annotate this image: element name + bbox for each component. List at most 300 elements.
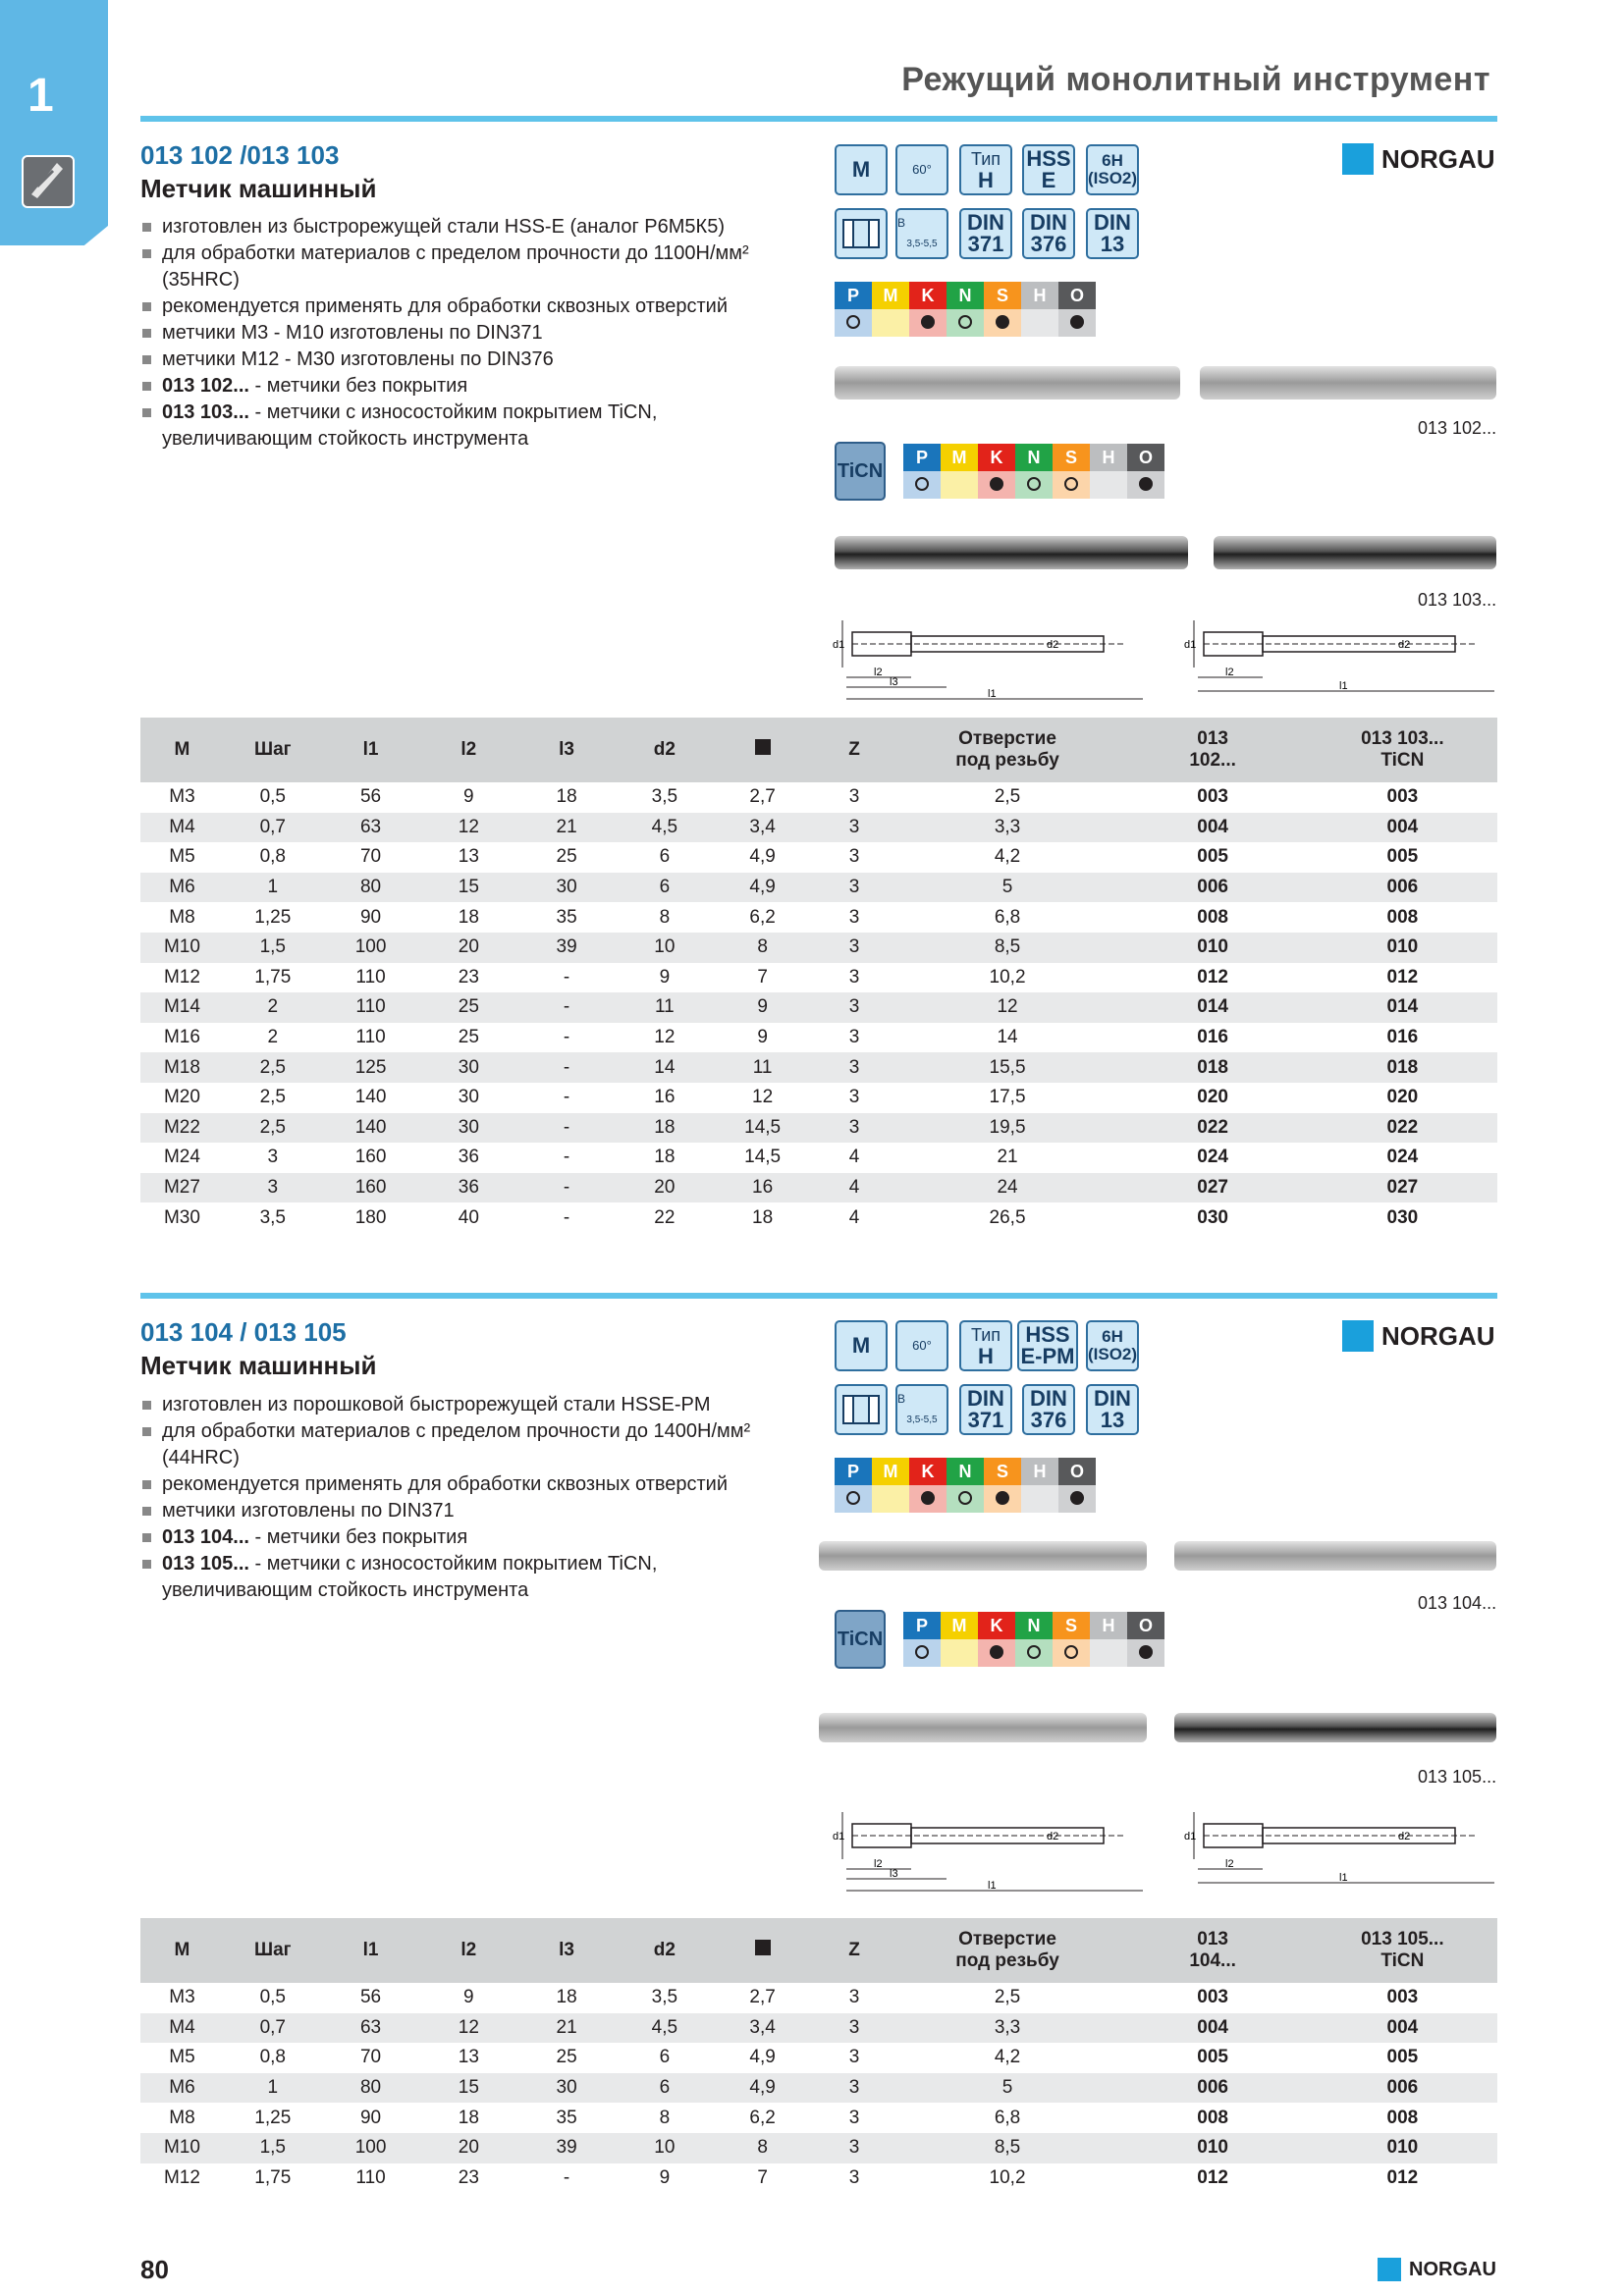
through-hole-icon [835, 1384, 888, 1435]
material-label-k: K [909, 282, 947, 309]
table-cell: 4 [848, 1147, 860, 1168]
image-caption: 013 105... [1418, 1767, 1497, 1787]
table-cell: M30 [163, 1206, 200, 1228]
column-header: d2 [616, 718, 714, 782]
feature-item: для обработки материалов с пределом прочности до 1400Н/мм² (44HRC) [140, 1418, 808, 1471]
table-cell: 70 [359, 846, 382, 868]
article-code-cell: 014 [1308, 992, 1497, 1023]
table-cell: 4,2 [994, 846, 1021, 868]
material-label-k: K [978, 444, 1015, 471]
table-cell: 3 [812, 2133, 897, 2163]
table-cell: 0,7 [224, 813, 322, 843]
table-header-row [140, 718, 1497, 782]
tap-image-uncoated [835, 366, 1180, 400]
article-code-cell: 024 [1197, 1147, 1228, 1168]
din-13-icon: DIN 13 [1086, 208, 1139, 259]
table-cell: 12 [752, 1087, 774, 1108]
table-row [140, 963, 1497, 993]
table-cell: 25 [556, 2047, 577, 2068]
cutting-tool-icon [22, 155, 75, 208]
table-cell: 10,2 [989, 2166, 1026, 2188]
table-cell: 18 [654, 1147, 676, 1168]
material-label-p: P [903, 444, 941, 471]
table-cell: M8 [169, 2107, 195, 2128]
column-header: Отверстие под резьбу [897, 718, 1118, 782]
table-cell: 6 [659, 2047, 671, 2068]
norgau-logo: NORGAU [1342, 143, 1495, 175]
table-cell: M4 [140, 2013, 224, 2044]
article-code-cell: 006 [1308, 873, 1497, 903]
table-cell: 4,5 [616, 813, 714, 843]
table-cell: 26,5 [989, 1206, 1026, 1228]
table-cell: 14 [997, 1027, 1018, 1048]
table-cell: 160 [354, 1147, 387, 1168]
table-cell: 9 [659, 966, 671, 988]
table-row [140, 2043, 1497, 2073]
suitable-dot-icon [846, 1491, 860, 1505]
material-hss-icon: HSS E-PM [1017, 1320, 1078, 1371]
table-cell: 3 [812, 2013, 897, 2044]
table-cell: 16 [714, 1173, 812, 1203]
table-cell: 14 [616, 1052, 714, 1083]
material-cell-m [941, 1639, 978, 1667]
table-cell: 18 [458, 2107, 479, 2128]
material-label-o: O [1058, 282, 1096, 309]
l1-label: l1 [1339, 680, 1348, 692]
table-cell: 18 [616, 1113, 714, 1144]
table-cell: 3 [812, 1052, 897, 1083]
table-cell: 7 [757, 966, 768, 988]
column-header: d2 [616, 1918, 714, 1983]
metric-thread-icon: M [835, 144, 888, 195]
recommended-dot-icon [990, 1645, 1003, 1659]
material-label-h: H [1090, 444, 1127, 471]
table-cell: 17,5 [989, 1087, 1026, 1108]
table-cell: 90 [359, 906, 382, 928]
spec-table [140, 718, 1497, 1233]
table-cell: M10 [140, 933, 224, 963]
article-code-cell: 008 [1386, 2107, 1419, 2128]
article-code-cell: 010 [1308, 2133, 1497, 2163]
table-cell: 7 [757, 2166, 768, 2188]
table-cell: 10,2 [989, 966, 1026, 988]
feature-item: метчики М3 - М10 изготовлены по DIN371 [140, 320, 808, 347]
article-code-cell: 010 [1118, 933, 1308, 963]
din-371-icon: DIN 371 [959, 208, 1012, 259]
table-cell: M12 [163, 966, 200, 988]
material-suitability-row [903, 471, 1164, 499]
article-code-cell: 016 [1197, 1027, 1228, 1048]
table-row [140, 842, 1497, 873]
column-header: Шаг [224, 1918, 322, 1983]
table-cell: 3 [812, 873, 897, 903]
article-code-cell: 016 [1386, 1027, 1419, 1048]
material-cell-k [978, 1639, 1015, 1667]
table-cell: M14 [140, 992, 224, 1023]
ticn-coating-icon: TiCN [835, 1610, 886, 1669]
material-cell-h [1021, 1485, 1058, 1513]
table-row [140, 992, 1497, 1023]
table-cell: 3 [848, 1087, 860, 1108]
material-label-o: O [1058, 1458, 1096, 1485]
material-label-m: M [872, 1458, 909, 1485]
table-cell: M10 [140, 2133, 224, 2163]
d2-label: d2 [1047, 1831, 1059, 1842]
column-header: l2 [419, 1918, 517, 1983]
table-cell: 8 [659, 906, 671, 928]
table-cell: 20 [616, 1173, 714, 1203]
table-cell: 80 [322, 873, 420, 903]
table-cell: - [563, 1087, 570, 1108]
material-cell-k [909, 309, 947, 337]
table-cell: 11 [616, 992, 714, 1023]
table-cell: 13 [458, 2047, 479, 2068]
table-cell: 16 [654, 1087, 676, 1108]
recommended-dot-icon [996, 315, 1009, 329]
table-cell: 0,8 [259, 2047, 286, 2068]
table-cell: 3 [224, 1173, 322, 1203]
table-cell: 39 [517, 933, 616, 963]
column-header: Z [812, 1918, 897, 1983]
material-label-m: M [941, 1612, 978, 1639]
material-labels-row [903, 444, 1164, 471]
recommended-dot-icon [990, 477, 1003, 491]
table-header-row [140, 1918, 1497, 1983]
table-cell: 3 [812, 933, 897, 963]
table-cell: M16 [163, 1027, 200, 1048]
din-376-icon: DIN 376 [1022, 208, 1075, 259]
material-cell-o [1127, 1639, 1164, 1667]
material-label-h: H [1021, 1458, 1058, 1485]
image-caption: 013 102... [1418, 418, 1497, 438]
d1-label: d1 [1184, 1831, 1197, 1842]
ticn-coating-icon: TiCN [835, 442, 886, 501]
table-row [140, 1202, 1497, 1233]
material-group-table [835, 282, 1096, 337]
table-cell: 25 [419, 992, 517, 1023]
table-cell: M27 [140, 1173, 224, 1203]
square-shank-icon [755, 1940, 771, 1955]
tap-dimension-drawing-2 [1182, 1802, 1496, 1900]
article-code-cell: 030 [1197, 1206, 1228, 1228]
table-cell: 140 [354, 1087, 387, 1108]
article-code-cell: 003 [1386, 1987, 1419, 2008]
through-hole-icon [835, 208, 888, 259]
table-cell: M5 [169, 846, 195, 868]
table-cell: 14,5 [744, 1147, 782, 1168]
column-header: 013 104... [1118, 1918, 1308, 1983]
material-cell-n [947, 1485, 984, 1513]
article-code-cell: 008 [1197, 906, 1228, 928]
table-cell: 70 [359, 2047, 382, 2068]
table-cell: - [563, 1206, 570, 1228]
material-label-m: M [941, 444, 978, 471]
din-13-icon: DIN 13 [1086, 1384, 1139, 1435]
material-group-table-coated [903, 1612, 1164, 1667]
article-code-cell: 012 [1197, 2166, 1228, 2188]
table-cell: 6 [616, 873, 714, 903]
article-code-cell: 018 [1118, 1052, 1308, 1083]
table-cell: M18 [140, 1052, 224, 1083]
article-code-cell: 027 [1308, 1173, 1497, 1203]
table-cell: 160 [322, 1173, 420, 1203]
table-cell: 40 [458, 1206, 479, 1228]
table-cell: 6,8 [994, 906, 1021, 928]
table-cell: 9 [757, 1027, 768, 1048]
table-cell: 1 [224, 2073, 322, 2104]
table-cell: 4,9 [749, 846, 776, 868]
table-cell: 8 [714, 933, 812, 963]
material-cell-p [835, 309, 872, 337]
article-code-cell: 006 [1118, 2073, 1308, 2104]
table-cell: 35 [556, 2107, 577, 2128]
table-cell: 3 [848, 846, 860, 868]
article-code-cell: 010 [1308, 933, 1497, 963]
table-cell: 4,9 [714, 873, 812, 903]
table-row [140, 2103, 1497, 2133]
table-cell: 14,5 [714, 1113, 812, 1144]
table-cell: 3,3 [897, 813, 1118, 843]
table-cell: 1,75 [254, 966, 292, 988]
table-cell: 3 [848, 786, 860, 808]
column-header: l1 [322, 1918, 420, 1983]
feature-item: для обработки материалов с пределом прочности до 1100Н/мм² (35HRC) [140, 240, 808, 294]
material-group-table [835, 1458, 1096, 1513]
article-code-cell: 024 [1386, 1147, 1419, 1168]
material-cell-o [1058, 1485, 1096, 1513]
feature-item: 013 104... - метчики без покрытия [140, 1524, 808, 1551]
table-cell: 3,5 [259, 1206, 286, 1228]
material-hss-icon: HSS E [1022, 144, 1075, 195]
table-cell: 15 [419, 873, 517, 903]
article-code-cell: 012 [1386, 2166, 1419, 2188]
table-cell: 3 [848, 1027, 860, 1048]
column-header: l3 [517, 718, 616, 782]
tap-image-coated-alt [1174, 1713, 1496, 1742]
table-cell: - [517, 1113, 616, 1144]
table-cell: 10 [616, 933, 714, 963]
recommended-dot-icon [996, 1491, 1009, 1505]
material-cell-h [1090, 1639, 1127, 1667]
table-cell: 22 [654, 1206, 676, 1228]
table-row [140, 1173, 1497, 1203]
l3-label: l3 [890, 676, 898, 688]
page-number: 80 [140, 2255, 169, 2284]
d1-label: d1 [833, 1831, 845, 1842]
table-cell: - [517, 992, 616, 1023]
material-cell-o [1127, 471, 1164, 499]
table-cell: M24 [163, 1147, 200, 1168]
table-cell: 2,5 [224, 1052, 322, 1083]
table-cell: 8 [714, 2133, 812, 2163]
column-header: M [140, 1918, 224, 1983]
suitable-dot-icon [1027, 477, 1041, 491]
material-label-s: S [1053, 444, 1090, 471]
table-cell: 3,4 [714, 2013, 812, 2044]
material-cell-n [1015, 471, 1053, 499]
table-cell: 1,5 [224, 2133, 322, 2163]
material-label-n: N [1015, 444, 1053, 471]
table-cell: M22 [140, 1113, 224, 1144]
column-header [714, 718, 812, 782]
footer-norgau-logo: NORGAU [1378, 2258, 1496, 2281]
feature-item: рекомендуется применять для обработки сквозных отверстий [140, 294, 808, 320]
table-cell: 18 [556, 786, 577, 808]
table-cell: 3 [848, 2047, 860, 2068]
table-cell: 8,5 [897, 933, 1118, 963]
material-cell-k [978, 471, 1015, 499]
table-cell: 15,5 [897, 1052, 1118, 1083]
table-cell: 180 [354, 1206, 387, 1228]
material-label-n: N [1015, 1612, 1053, 1639]
table-cell: 3 [812, 1113, 897, 1144]
feature-item: 013 102... - метчики без покрытия [140, 373, 808, 400]
table-cell: 63 [322, 813, 420, 843]
feature-item: 013 103... - метчики с износостойким покрытием TiCN, увеличивающим стойкость инструмента [140, 400, 808, 453]
chamfer-form-icon: B 3,5-5,5 [895, 1384, 948, 1435]
table-cell: 5 [897, 2073, 1118, 2104]
material-cell-m [872, 309, 909, 337]
l2-label: l2 [874, 667, 883, 678]
table-cell: 0,7 [224, 2013, 322, 2044]
table-row [140, 813, 1497, 843]
material-cell-h [1021, 309, 1058, 337]
table-cell: 1,5 [224, 933, 322, 963]
table-cell: 3,4 [714, 813, 812, 843]
material-group-table-coated [903, 444, 1164, 499]
material-cell-s [1053, 471, 1090, 499]
table-row [140, 1083, 1497, 1113]
section-divider [140, 1293, 1497, 1299]
material-labels-row [835, 282, 1096, 309]
table-cell: 13 [458, 846, 479, 868]
table-cell: M6 [140, 2073, 224, 2104]
table-row [140, 933, 1497, 963]
table-cell: M5 [169, 2047, 195, 2068]
table-cell: 2,5 [994, 786, 1021, 808]
table-cell: 9 [714, 992, 812, 1023]
table-cell: 3 [848, 1987, 860, 2008]
chapter-tab[interactable] [0, 0, 108, 245]
table-cell: 3,5 [651, 786, 678, 808]
table-row [140, 1023, 1497, 1053]
table-cell: 3 [848, 2166, 860, 2188]
material-cell-s [984, 309, 1021, 337]
din-371-icon: DIN 371 [959, 1384, 1012, 1435]
table-cell: 63 [322, 2013, 420, 2044]
table-body [140, 1983, 1497, 2193]
tap-image-coated [819, 1713, 1147, 1742]
table-cell: 20 [419, 2133, 517, 2163]
feature-item: изготовлен из быстрорежущей стали HSS-E (аналог Р6М5К5) [140, 214, 808, 240]
article-code-cell: 006 [1308, 2073, 1497, 2104]
thread-tolerance-icon: 6H (ISO2) [1086, 1320, 1139, 1371]
tap-dimension-drawing [831, 611, 1145, 709]
material-cell-h [1090, 471, 1127, 499]
feature-item: метчики изготовлены по DIN371 [140, 1498, 808, 1524]
tolerance-type-icon: Тип H [959, 144, 1012, 195]
table-cell: 19,5 [897, 1113, 1118, 1144]
table-row [140, 782, 1497, 813]
table-cell: 30 [517, 873, 616, 903]
tolerance-type-icon: Тип H [959, 1320, 1012, 1371]
l2-label: l2 [874, 1858, 883, 1870]
table-cell: 0,5 [259, 1987, 286, 2008]
table-cell: 30 [419, 1113, 517, 1144]
article-code-cell: 006 [1118, 873, 1308, 903]
table-cell: 21 [997, 1147, 1018, 1168]
column-header: 013 102... [1118, 718, 1308, 782]
table-cell: 3 [812, 2073, 897, 2104]
recommended-dot-icon [1070, 315, 1084, 329]
table-cell: 110 [355, 966, 386, 988]
suitable-dot-icon [915, 1645, 929, 1659]
table-cell: 56 [359, 786, 382, 808]
table-cell: 9 [463, 786, 474, 808]
material-label-o: O [1127, 444, 1164, 471]
feature-item: 013 105... - метчики с износостойким покрытием TiCN, увеличивающим стойкость инструмента [140, 1551, 808, 1604]
table-cell: - [563, 2166, 570, 2188]
thread-tolerance-icon: 6H (ISO2) [1086, 144, 1139, 195]
article-code-cell: 005 [1197, 2047, 1228, 2068]
feature-item: рекомендуется применять для обработки сквозных отверстий [140, 1471, 808, 1498]
article-code-cell: 008 [1197, 2107, 1228, 2128]
table-cell: 1,75 [254, 2166, 292, 2188]
material-label-p: P [835, 282, 872, 309]
material-label-n: N [947, 1458, 984, 1485]
column-header: 013 105... TiCN [1308, 1918, 1497, 1983]
table-cell: 36 [419, 1173, 517, 1203]
table-cell: 23 [458, 2166, 479, 2188]
table-cell: 4,2 [994, 2047, 1021, 2068]
column-header [714, 1918, 812, 1983]
material-suitability-row [835, 1485, 1096, 1513]
feature-list [140, 1392, 808, 1604]
suitable-dot-icon [1064, 1645, 1078, 1659]
material-label-p: P [903, 1612, 941, 1639]
table-cell: 3 [812, 992, 897, 1023]
tap-image-coated-alt [1214, 536, 1496, 569]
table-cell: 100 [322, 933, 420, 963]
table-cell: 23 [458, 966, 479, 988]
table-cell: 8 [659, 2107, 671, 2128]
material-label-o: O [1127, 1612, 1164, 1639]
material-cell-n [1015, 1639, 1053, 1667]
column-header: Отверстие под резьбу [897, 1918, 1118, 1983]
table-cell: M3 [169, 786, 195, 808]
chapter-number: 1 [27, 70, 54, 122]
material-labels-row [903, 1612, 1164, 1639]
din-376-icon: DIN 376 [1022, 1384, 1075, 1435]
table-cell: 9 [659, 2166, 671, 2188]
suitable-dot-icon [958, 315, 972, 329]
table-cell: 30 [517, 2073, 616, 2104]
recommended-dot-icon [1139, 477, 1153, 491]
table-cell: 18 [458, 906, 479, 928]
tap-image-uncoated [819, 1541, 1147, 1571]
product-name: Метчик машинный [140, 1351, 377, 1380]
table-cell: 21 [517, 813, 616, 843]
material-label-m: M [872, 282, 909, 309]
table-cell: 90 [359, 2107, 382, 2128]
table-cell: 12 [419, 813, 517, 843]
table-row [140, 2013, 1497, 2044]
material-cell-n [947, 309, 984, 337]
table-cell: 6,8 [994, 2107, 1021, 2128]
table-cell: 110 [355, 1027, 386, 1048]
table-body [140, 782, 1497, 1233]
table-cell: 12 [654, 1027, 676, 1048]
